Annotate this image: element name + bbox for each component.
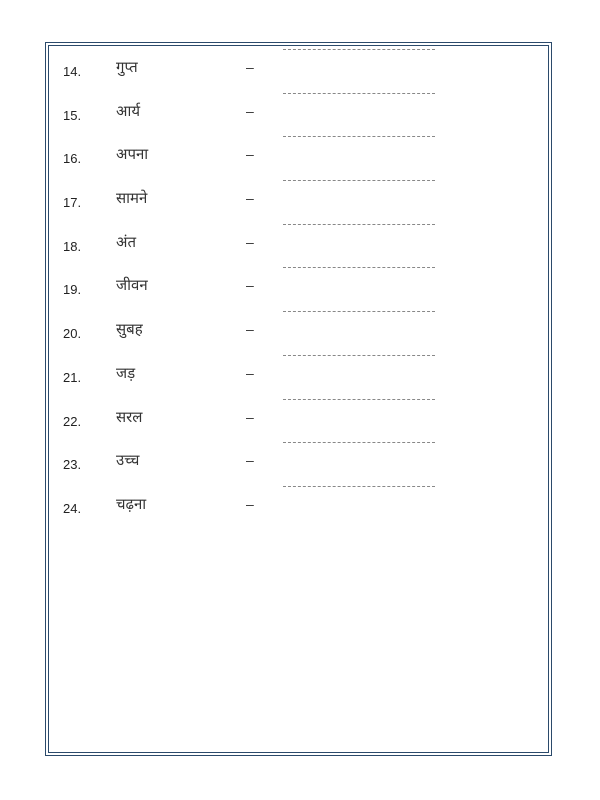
answer-blank[interactable] (283, 136, 435, 137)
answer-blank[interactable] (283, 267, 435, 268)
answer-blank[interactable] (283, 399, 435, 400)
answer-blank[interactable] (283, 355, 435, 356)
item-word: चढ़ना (116, 495, 147, 513)
item-word: सरल (116, 408, 143, 426)
list-item (49, 275, 548, 303)
item-dash: – (246, 103, 254, 119)
item-word: सुबह (116, 320, 143, 338)
item-dash: – (246, 277, 254, 293)
list-item (49, 363, 548, 391)
answer-blank[interactable] (283, 224, 435, 225)
list-item (49, 319, 548, 347)
item-dash: – (246, 321, 254, 337)
item-number: 20. (63, 326, 82, 341)
item-number: 19. (63, 282, 82, 297)
list-item (49, 144, 548, 172)
item-number: 21. (63, 370, 82, 385)
item-dash: – (246, 234, 254, 250)
item-dash: – (246, 365, 254, 381)
item-word: आर्य (116, 102, 141, 120)
item-word: अपना (116, 145, 149, 163)
answer-blank[interactable] (283, 486, 435, 487)
answer-blank[interactable] (283, 93, 435, 94)
item-number: 17. (63, 195, 82, 210)
list-item (49, 57, 548, 85)
answer-blank[interactable] (283, 180, 435, 181)
item-number: 24. (63, 501, 82, 516)
item-number: 14. (63, 64, 82, 79)
item-number: 16. (63, 151, 82, 166)
item-dash: – (246, 496, 254, 512)
answer-blank[interactable] (283, 311, 435, 312)
item-number: 18. (63, 239, 82, 254)
item-word: जड़ (116, 364, 136, 382)
answer-blank[interactable] (283, 49, 435, 50)
item-dash: – (246, 190, 254, 206)
list-item (49, 232, 548, 260)
item-word: जीवन (116, 276, 148, 294)
list-item (49, 494, 548, 522)
item-number: 15. (63, 108, 82, 123)
list-item (49, 101, 548, 129)
item-number: 23. (63, 457, 82, 472)
item-dash: – (246, 452, 254, 468)
item-word: उच्च (116, 451, 140, 469)
item-dash: – (246, 409, 254, 425)
item-dash: – (246, 59, 254, 75)
item-number: 22. (63, 414, 82, 429)
worksheet-frame (45, 42, 552, 756)
item-word: गुप्त (116, 58, 138, 76)
list-item (49, 450, 548, 478)
list-item (49, 188, 548, 216)
item-dash: – (246, 146, 254, 162)
item-word: अंत (116, 233, 137, 251)
item-word: सामने (116, 189, 148, 207)
list-item (49, 407, 548, 435)
answer-blank[interactable] (283, 442, 435, 443)
